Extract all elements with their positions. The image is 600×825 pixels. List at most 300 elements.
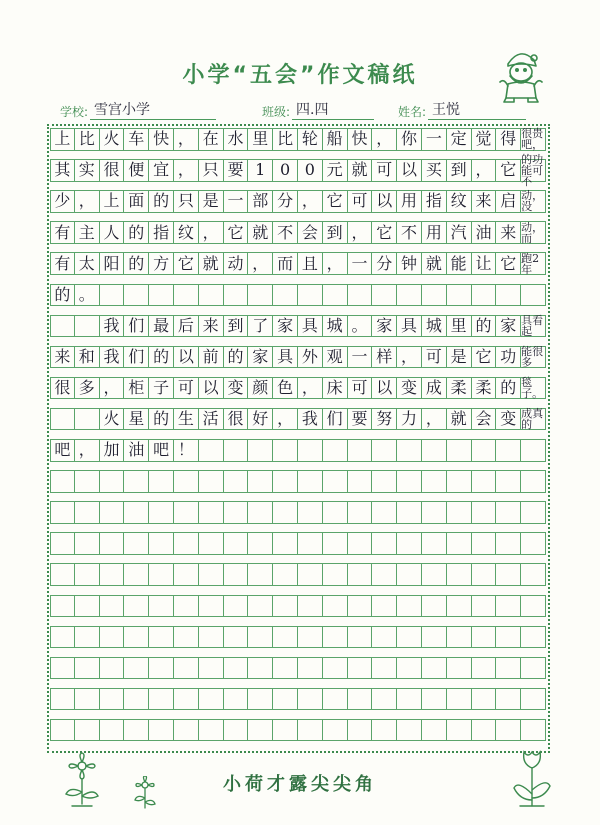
grid-cell: 以 xyxy=(372,190,397,213)
grid-cell: 努 xyxy=(372,408,397,431)
grid-cell: 它 xyxy=(174,252,199,275)
grid-cell xyxy=(422,719,447,742)
grid-cell: 生 xyxy=(174,408,199,431)
grid-cell: 纹 xyxy=(447,190,472,213)
grid-cell xyxy=(100,595,125,618)
grid-cell: ， xyxy=(174,128,199,151)
grid-cell xyxy=(397,595,422,618)
grid-cell: 是 xyxy=(447,346,472,369)
grid-cell: 色 xyxy=(273,377,298,400)
grid-cell: 少 xyxy=(50,190,75,213)
grid-cell: 以 xyxy=(372,377,397,400)
grid-cell: 很 xyxy=(100,159,125,182)
grid-cell: 用 xyxy=(422,221,447,244)
grid-cell xyxy=(372,657,397,680)
grid-cell xyxy=(75,315,100,338)
grid-cell xyxy=(397,719,422,742)
grid-cell xyxy=(75,626,100,649)
grid-cell xyxy=(100,470,125,493)
grid-cell xyxy=(75,563,100,586)
grid-cell: 到 xyxy=(224,315,249,338)
school-label: 学校: xyxy=(60,105,89,119)
class-value: 四.四 xyxy=(292,99,374,120)
grid-cell: 比 xyxy=(273,128,298,151)
grid-cell xyxy=(124,532,149,555)
grid-cell: 买 xyxy=(422,159,447,182)
grid-cell xyxy=(372,719,397,742)
grid-cell xyxy=(496,657,521,680)
grid-cell: 它 xyxy=(323,190,348,213)
grid-cell: 了 xyxy=(248,315,273,338)
grid-cell: 快 xyxy=(348,128,373,151)
grid-cell xyxy=(348,688,373,711)
grid-cell xyxy=(273,688,298,711)
motto: 小荷才露尖尖角 xyxy=(223,774,377,795)
grid-cell: 功 xyxy=(496,346,521,369)
grid-cell: 很 xyxy=(50,377,75,400)
grid-cell xyxy=(224,284,249,307)
grid-cell: 城 xyxy=(323,315,348,338)
grid-cell xyxy=(50,657,75,680)
grid-row xyxy=(50,408,546,431)
grid-cell: 颜 xyxy=(248,377,273,400)
school-value: 雪宫小学 xyxy=(90,99,216,120)
grid-cell: 有 xyxy=(50,221,75,244)
grid-cell: 具 xyxy=(273,346,298,369)
grid-row xyxy=(50,657,546,680)
grid-cell xyxy=(224,563,249,586)
grid-cell xyxy=(496,532,521,555)
grid-cell xyxy=(422,439,447,462)
grid-cell: 们 xyxy=(124,315,149,338)
grid-cell: 元 xyxy=(323,159,348,182)
grid-cell xyxy=(149,470,174,493)
grid-cell xyxy=(124,501,149,524)
grid-cell xyxy=(496,595,521,618)
grid-cell xyxy=(496,470,521,493)
grid-cell xyxy=(199,501,224,524)
grid-cell: ， xyxy=(422,408,447,431)
grid-cell xyxy=(447,688,472,711)
grid-cell xyxy=(248,688,273,711)
grid-cell: 的 xyxy=(50,284,75,307)
grid-cell: 来 xyxy=(199,315,224,338)
grid-cell: 家 xyxy=(248,346,273,369)
grid-cell xyxy=(273,657,298,680)
grid-cell: 动，没 xyxy=(521,190,546,213)
grid-cell: ， xyxy=(273,408,298,431)
grid-cell: 且 xyxy=(298,252,323,275)
grid-cell: 的 xyxy=(149,408,174,431)
grid-cell: 就 xyxy=(447,408,472,431)
grid-cell: 力 xyxy=(397,408,422,431)
grid-cell: ， xyxy=(323,252,348,275)
grid-cell xyxy=(248,719,273,742)
grid-cell: 一 xyxy=(348,346,373,369)
grid-cell xyxy=(496,626,521,649)
grid-row xyxy=(50,284,546,307)
grid-row xyxy=(50,439,546,462)
grid-cell: 启 xyxy=(496,190,521,213)
grid-cell xyxy=(422,284,447,307)
grid-cell xyxy=(224,657,249,680)
grid-cell: 指 xyxy=(149,221,174,244)
grid-cell: 动，而 xyxy=(521,221,546,244)
grid-cell xyxy=(149,657,174,680)
grid-cell xyxy=(422,470,447,493)
grid-cell xyxy=(298,470,323,493)
grid-cell xyxy=(199,284,224,307)
grid-cell: 水 xyxy=(224,128,249,151)
grid-cell xyxy=(447,470,472,493)
grid-cell xyxy=(174,532,199,555)
grid-cell: 要 xyxy=(224,159,249,182)
grid-cell xyxy=(75,595,100,618)
grid-cell: 吧 xyxy=(149,439,174,462)
grid-cell: 太 xyxy=(75,252,100,275)
grid-cell xyxy=(273,501,298,524)
grid-cell xyxy=(496,688,521,711)
grid-cell xyxy=(372,626,397,649)
grid-row xyxy=(50,128,546,151)
grid-cell xyxy=(323,470,348,493)
grid-cell: 我 xyxy=(298,408,323,431)
grid-cell xyxy=(124,657,149,680)
grid-cell: 方 xyxy=(149,252,174,275)
santa-mascot-icon xyxy=(496,46,546,104)
grid-cell xyxy=(397,532,422,555)
grid-cell: 可 xyxy=(348,190,373,213)
grid-cell: ， xyxy=(348,221,373,244)
grid-cell: 以 xyxy=(199,377,224,400)
grid-cell xyxy=(372,532,397,555)
grid-cell: 外 xyxy=(298,346,323,369)
grid-cell xyxy=(50,315,75,338)
grid-cell xyxy=(397,470,422,493)
grid-cell: ， xyxy=(372,128,397,151)
grid-cell xyxy=(323,532,348,555)
grid-cell xyxy=(224,688,249,711)
grid-cell: 实 xyxy=(75,159,100,182)
grid-cell xyxy=(348,563,373,586)
grid-cell xyxy=(248,532,273,555)
grid-cell: 家 xyxy=(372,315,397,338)
grid-cell: 到 xyxy=(323,221,348,244)
grid-cell: 1 xyxy=(248,159,273,182)
grid-cell xyxy=(124,595,149,618)
grid-cell xyxy=(348,626,373,649)
grid-cell xyxy=(298,688,323,711)
grid-cell xyxy=(273,626,298,649)
grid-cell xyxy=(422,657,447,680)
grid-cell: 观 xyxy=(323,346,348,369)
grid-cell: 毯子。 xyxy=(521,377,546,400)
grid-cell xyxy=(224,439,249,462)
grid-cell xyxy=(348,470,373,493)
grid-cell xyxy=(298,501,323,524)
grid-cell xyxy=(50,719,75,742)
grid-cell: 会 xyxy=(298,221,323,244)
grid-cell: 就 xyxy=(422,252,447,275)
grid-cell xyxy=(397,439,422,462)
grid-cell: 油 xyxy=(472,221,497,244)
grid-cell xyxy=(447,532,472,555)
grid-cell xyxy=(273,532,298,555)
grid-cell xyxy=(348,719,373,742)
grid-cell xyxy=(323,439,348,462)
grid-cell: 们 xyxy=(124,346,149,369)
grid-cell: 不 xyxy=(273,221,298,244)
grid-cell: 在 xyxy=(199,128,224,151)
grid-cell xyxy=(372,501,397,524)
grid-cell xyxy=(273,563,298,586)
grid-cell: 来 xyxy=(496,221,521,244)
grid-cell: 火 xyxy=(100,128,125,151)
grid-cell xyxy=(50,532,75,555)
grid-cell xyxy=(149,595,174,618)
grid-cell: 的 xyxy=(472,315,497,338)
grid-cell xyxy=(75,532,100,555)
grid-cell: 不 xyxy=(397,221,422,244)
grid-cell: ， xyxy=(472,159,497,182)
grid-cell: 加 xyxy=(100,439,125,462)
grid-cell xyxy=(248,563,273,586)
grid-cell xyxy=(149,626,174,649)
grid-cell: 。 xyxy=(348,315,373,338)
grid-cell: 只 xyxy=(174,190,199,213)
grid-cell xyxy=(323,563,348,586)
grid-cell: 具 xyxy=(298,315,323,338)
grid-row xyxy=(50,563,546,586)
grid-cell: 以 xyxy=(397,159,422,182)
grid-cell: ， xyxy=(75,190,100,213)
grid-cell: 变 xyxy=(224,377,249,400)
grid-cell xyxy=(248,470,273,493)
grid-cell xyxy=(199,532,224,555)
grid-cell xyxy=(372,284,397,307)
grid-cell xyxy=(174,501,199,524)
grid-cell: 具看起 xyxy=(521,315,546,338)
grid-cell: 轮 xyxy=(298,128,323,151)
grid-cell: ， xyxy=(174,159,199,182)
grid-cell xyxy=(496,284,521,307)
grid-cell: 能很多 xyxy=(521,346,546,369)
grid-cell: 就 xyxy=(348,159,373,182)
sheet-title: 小学“五会”作文稿纸 xyxy=(182,63,418,88)
grid-cell: 纹 xyxy=(174,221,199,244)
grid-cell xyxy=(323,688,348,711)
grid-cell xyxy=(100,657,125,680)
grid-cell xyxy=(472,532,497,555)
grid-cell xyxy=(472,688,497,711)
grid-cell: 汽 xyxy=(447,221,472,244)
grid-cell: 很贵吧， xyxy=(521,128,546,151)
grid-cell: 你 xyxy=(397,128,422,151)
grid-row xyxy=(50,470,546,493)
grid-cell xyxy=(273,439,298,462)
grid-cell xyxy=(372,563,397,586)
grid-cell: 可 xyxy=(372,159,397,182)
grid-cell: 它 xyxy=(372,221,397,244)
grid-cell: 一 xyxy=(224,190,249,213)
grid-cell: 吧 xyxy=(50,439,75,462)
name-field xyxy=(398,98,526,120)
grid-cell xyxy=(75,688,100,711)
grid-cell xyxy=(422,595,447,618)
grid-cell xyxy=(248,439,273,462)
grid-cell: 它 xyxy=(472,346,497,369)
grid-cell xyxy=(521,563,546,586)
grid-cell xyxy=(472,563,497,586)
grid-cell xyxy=(422,532,447,555)
grid-row xyxy=(50,626,546,649)
grid-cell: 油 xyxy=(124,439,149,462)
grid-cell xyxy=(100,719,125,742)
grid-cell xyxy=(298,595,323,618)
grid-row xyxy=(50,221,546,244)
grid-cell: 里 xyxy=(248,128,273,151)
grid-cell: 。 xyxy=(75,284,100,307)
grid-cell xyxy=(273,719,298,742)
grid-cell xyxy=(124,688,149,711)
grid-cell: 可 xyxy=(422,346,447,369)
grid-cell xyxy=(273,470,298,493)
grid-cell xyxy=(124,626,149,649)
grid-cell: 很 xyxy=(224,408,249,431)
grid-cell xyxy=(372,688,397,711)
grid-cell xyxy=(50,688,75,711)
grid-cell xyxy=(348,657,373,680)
grid-cell xyxy=(472,595,497,618)
grid-cell xyxy=(149,532,174,555)
grid-cell xyxy=(472,657,497,680)
grid-cell xyxy=(224,719,249,742)
grid-cell xyxy=(174,470,199,493)
grid-cell: 就 xyxy=(248,221,273,244)
grid-cell xyxy=(372,595,397,618)
grid-cell xyxy=(273,284,298,307)
grid-cell: 跑2年 xyxy=(521,252,546,275)
grid-cell xyxy=(521,439,546,462)
grid-cell: 和 xyxy=(75,346,100,369)
grid-row xyxy=(50,252,546,275)
grid-cell xyxy=(75,657,100,680)
grid-cell: 柔 xyxy=(447,377,472,400)
grid-cell: 可 xyxy=(174,377,199,400)
grid-cell xyxy=(149,284,174,307)
grid-cell: 的 xyxy=(124,252,149,275)
grid-cell xyxy=(323,626,348,649)
grid-cell xyxy=(397,563,422,586)
grid-cell: 床 xyxy=(323,377,348,400)
grid-cell: 便 xyxy=(124,159,149,182)
grid-cell xyxy=(199,657,224,680)
grid-cell: 定 xyxy=(447,128,472,151)
grid-cell xyxy=(50,501,75,524)
grid-cell xyxy=(149,563,174,586)
grid-cell: 指 xyxy=(422,190,447,213)
grid-cell xyxy=(75,501,100,524)
grid-cell xyxy=(447,284,472,307)
grid-cell xyxy=(521,719,546,742)
grid-cell: ， xyxy=(100,377,125,400)
grid-cell xyxy=(199,626,224,649)
grid-cell xyxy=(447,439,472,462)
grid-cell xyxy=(298,626,323,649)
grid-cell: 只 xyxy=(199,159,224,182)
grid-cell xyxy=(100,563,125,586)
grid-cell xyxy=(248,501,273,524)
grid-cell: 样 xyxy=(372,346,397,369)
grid-cell xyxy=(472,439,497,462)
grid-cell: 的 xyxy=(149,190,174,213)
grid-cell xyxy=(224,470,249,493)
grid-cell xyxy=(174,595,199,618)
grid-cell xyxy=(521,657,546,680)
grid-cell xyxy=(224,501,249,524)
grid-cell: 部 xyxy=(248,190,273,213)
grid-cell: ， xyxy=(75,439,100,462)
grid-cell: 星 xyxy=(124,408,149,431)
grid-cell: ， xyxy=(199,221,224,244)
grid-cell xyxy=(75,719,100,742)
grid-cell xyxy=(372,439,397,462)
grid-cell: 到 xyxy=(447,159,472,182)
grid-cell xyxy=(224,532,249,555)
grid-cell xyxy=(472,470,497,493)
grid-row xyxy=(50,595,546,618)
grid-cell xyxy=(199,595,224,618)
grid-cell xyxy=(248,595,273,618)
grid-cell xyxy=(124,284,149,307)
grid-cell: 让 xyxy=(472,252,497,275)
grid-cell xyxy=(100,501,125,524)
grid-cell: 有 xyxy=(50,252,75,275)
grid-cell xyxy=(298,439,323,462)
grid-row xyxy=(50,532,546,555)
grid-cell xyxy=(521,470,546,493)
grid-cell: 用 xyxy=(397,190,422,213)
grid-cell: 就 xyxy=(199,252,224,275)
grid-cell xyxy=(521,688,546,711)
grid-cell xyxy=(174,719,199,742)
grid-cell xyxy=(397,284,422,307)
grid-cell: 面 xyxy=(124,190,149,213)
grid-cell xyxy=(174,688,199,711)
grid-cell xyxy=(496,563,521,586)
grid-cell xyxy=(199,719,224,742)
grid-cell xyxy=(124,470,149,493)
grid-cell: 而 xyxy=(273,252,298,275)
grid-cell: 是 xyxy=(199,190,224,213)
grid-cell xyxy=(248,626,273,649)
grid-cell xyxy=(298,657,323,680)
grid-cell: 一 xyxy=(348,252,373,275)
grid-cell: 它 xyxy=(496,252,521,275)
grid-cell: 其 xyxy=(50,159,75,182)
grid-cell xyxy=(224,595,249,618)
grid-row xyxy=(50,501,546,524)
grid-row xyxy=(50,315,546,338)
grid-cell xyxy=(447,595,472,618)
grid-cell xyxy=(521,284,546,307)
grid-row xyxy=(50,719,546,742)
grid-cell xyxy=(174,563,199,586)
grid-cell: 的 xyxy=(496,377,521,400)
grid-cell xyxy=(100,284,125,307)
grid-cell xyxy=(472,626,497,649)
grid-cell: 火 xyxy=(100,408,125,431)
